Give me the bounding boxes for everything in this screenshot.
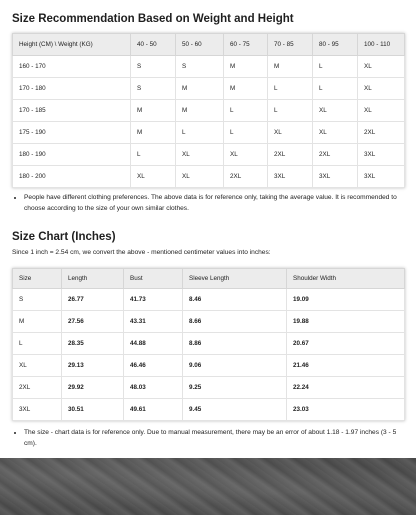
recommendation-note-text: • People have different clothing preferences. The above data is for reference only, taking the average value. It is recommended to choose according to the size of your own similar clothes. <box>24 193 402 214</box>
table-cell: 19.88 <box>287 311 405 333</box>
table-cell: XL <box>313 100 358 122</box>
table-cell: M <box>224 78 268 100</box>
table-cell: 170 - 185 <box>13 100 131 122</box>
header-weight-100-110: 100 - 110 <box>358 34 405 56</box>
table-cell: 48.03 <box>124 377 183 399</box>
table-cell: 46.46 <box>124 355 183 377</box>
recommendation-header-row <box>13 34 405 56</box>
table-cell: 44.88 <box>124 333 183 355</box>
table-cell: 27.56 <box>62 311 124 333</box>
header-bust: Bust <box>124 269 183 289</box>
recommendation-note <box>12 193 402 214</box>
table-cell: 3XL <box>358 166 405 188</box>
table-cell: 9.25 <box>183 377 287 399</box>
table-cell: XL <box>358 100 405 122</box>
size-chart-note-text: • The size - chart data is for reference only. Due to manual measurement, there may be an error of about 1.18 - 1.97 inches (3 - 5 cm). <box>24 428 402 449</box>
table-cell: L <box>313 78 358 100</box>
header-shoulder-width: Shoulder Width <box>287 269 405 289</box>
table-cell: L <box>313 56 358 78</box>
table-cell: 22.24 <box>287 377 405 399</box>
header-sleeve-length: Sleeve Length <box>183 269 287 289</box>
table-cell: XL <box>224 144 268 166</box>
header-weight-60-75: 60 - 75 <box>224 34 268 56</box>
table-row <box>13 333 405 355</box>
table-cell: XL <box>176 166 224 188</box>
header-height-weight: Height (CM) \ Weight (KG) <box>13 34 131 56</box>
table-row <box>13 377 405 399</box>
table-cell: 9.45 <box>183 399 287 421</box>
table-cell: 29.13 <box>62 355 124 377</box>
table-cell: 175 - 190 <box>13 122 131 144</box>
table-cell: XL <box>13 355 62 377</box>
header-length: Length <box>62 269 124 289</box>
table-cell: 3XL <box>13 399 62 421</box>
table-cell: 3XL <box>313 166 358 188</box>
table-cell: M <box>268 56 313 78</box>
table-cell: 8.46 <box>183 289 287 311</box>
table-cell: M <box>13 311 62 333</box>
table-cell: 2XL <box>13 377 62 399</box>
size-chart-table <box>12 268 405 421</box>
table-cell: 29.92 <box>62 377 124 399</box>
table-cell: 2XL <box>313 144 358 166</box>
table-cell: 23.03 <box>287 399 405 421</box>
table-cell: L <box>224 122 268 144</box>
table-cell: XL <box>313 122 358 144</box>
table-cell: 28.35 <box>62 333 124 355</box>
table-cell: XL <box>176 144 224 166</box>
table-cell: M <box>131 100 176 122</box>
table-row <box>13 122 405 144</box>
header-weight-70-85: 70 - 85 <box>268 34 313 56</box>
table-cell: 180 - 190 <box>13 144 131 166</box>
table-cell: 26.77 <box>62 289 124 311</box>
size-chart-intro: Since 1 inch = 2.54 cm, we convert the above - mentioned centimeter values into inches: <box>12 249 271 256</box>
table-row <box>13 78 405 100</box>
table-row <box>13 56 405 78</box>
size-chart-note <box>12 428 402 449</box>
recommendation-title: Size Recommendation Based on Weight and Height <box>12 13 294 25</box>
table-cell: L <box>268 78 313 100</box>
table-row <box>13 166 405 188</box>
table-row <box>13 100 405 122</box>
header-weight-40-50: 40 - 50 <box>131 34 176 56</box>
table-cell: 2XL <box>224 166 268 188</box>
header-size: Size <box>13 269 62 289</box>
table-cell: 19.09 <box>287 289 405 311</box>
table-row <box>13 144 405 166</box>
recommendation-table <box>12 33 405 188</box>
table-cell: M <box>224 56 268 78</box>
header-weight-80-95: 80 - 95 <box>313 34 358 56</box>
table-cell: S <box>176 56 224 78</box>
table-cell: L <box>224 100 268 122</box>
table-cell: 180 - 200 <box>13 166 131 188</box>
table-cell: M <box>131 122 176 144</box>
table-cell: XL <box>268 122 313 144</box>
table-cell: L <box>268 100 313 122</box>
size-chart-title: Size Chart (Inches) <box>12 231 116 243</box>
table-cell: 3XL <box>358 144 405 166</box>
table-cell: 21.46 <box>287 355 405 377</box>
table-cell: XL <box>358 78 405 100</box>
table-cell: XL <box>358 56 405 78</box>
table-cell: 43.31 <box>124 311 183 333</box>
table-cell: L <box>131 144 176 166</box>
table-row <box>13 355 405 377</box>
table-cell: 170 - 180 <box>13 78 131 100</box>
table-cell: L <box>176 122 224 144</box>
table-cell: 2XL <box>358 122 405 144</box>
table-cell: 8.66 <box>183 311 287 333</box>
table-cell: 41.73 <box>124 289 183 311</box>
table-cell: S <box>131 56 176 78</box>
table-cell: 9.06 <box>183 355 287 377</box>
table-row <box>13 399 405 421</box>
size-chart-header-row <box>13 269 405 289</box>
table-cell: XL <box>131 166 176 188</box>
header-weight-50-60: 50 - 60 <box>176 34 224 56</box>
table-cell: 8.86 <box>183 333 287 355</box>
marble-background <box>0 458 416 515</box>
table-cell: S <box>131 78 176 100</box>
table-cell: S <box>13 289 62 311</box>
table-cell: 2XL <box>268 144 313 166</box>
table-row <box>13 311 405 333</box>
table-cell: 49.61 <box>124 399 183 421</box>
table-row <box>13 289 405 311</box>
table-cell: M <box>176 100 224 122</box>
table-cell: 160 - 170 <box>13 56 131 78</box>
table-cell: M <box>176 78 224 100</box>
table-cell: 3XL <box>268 166 313 188</box>
table-cell: L <box>13 333 62 355</box>
table-cell: 30.51 <box>62 399 124 421</box>
table-cell: 20.67 <box>287 333 405 355</box>
